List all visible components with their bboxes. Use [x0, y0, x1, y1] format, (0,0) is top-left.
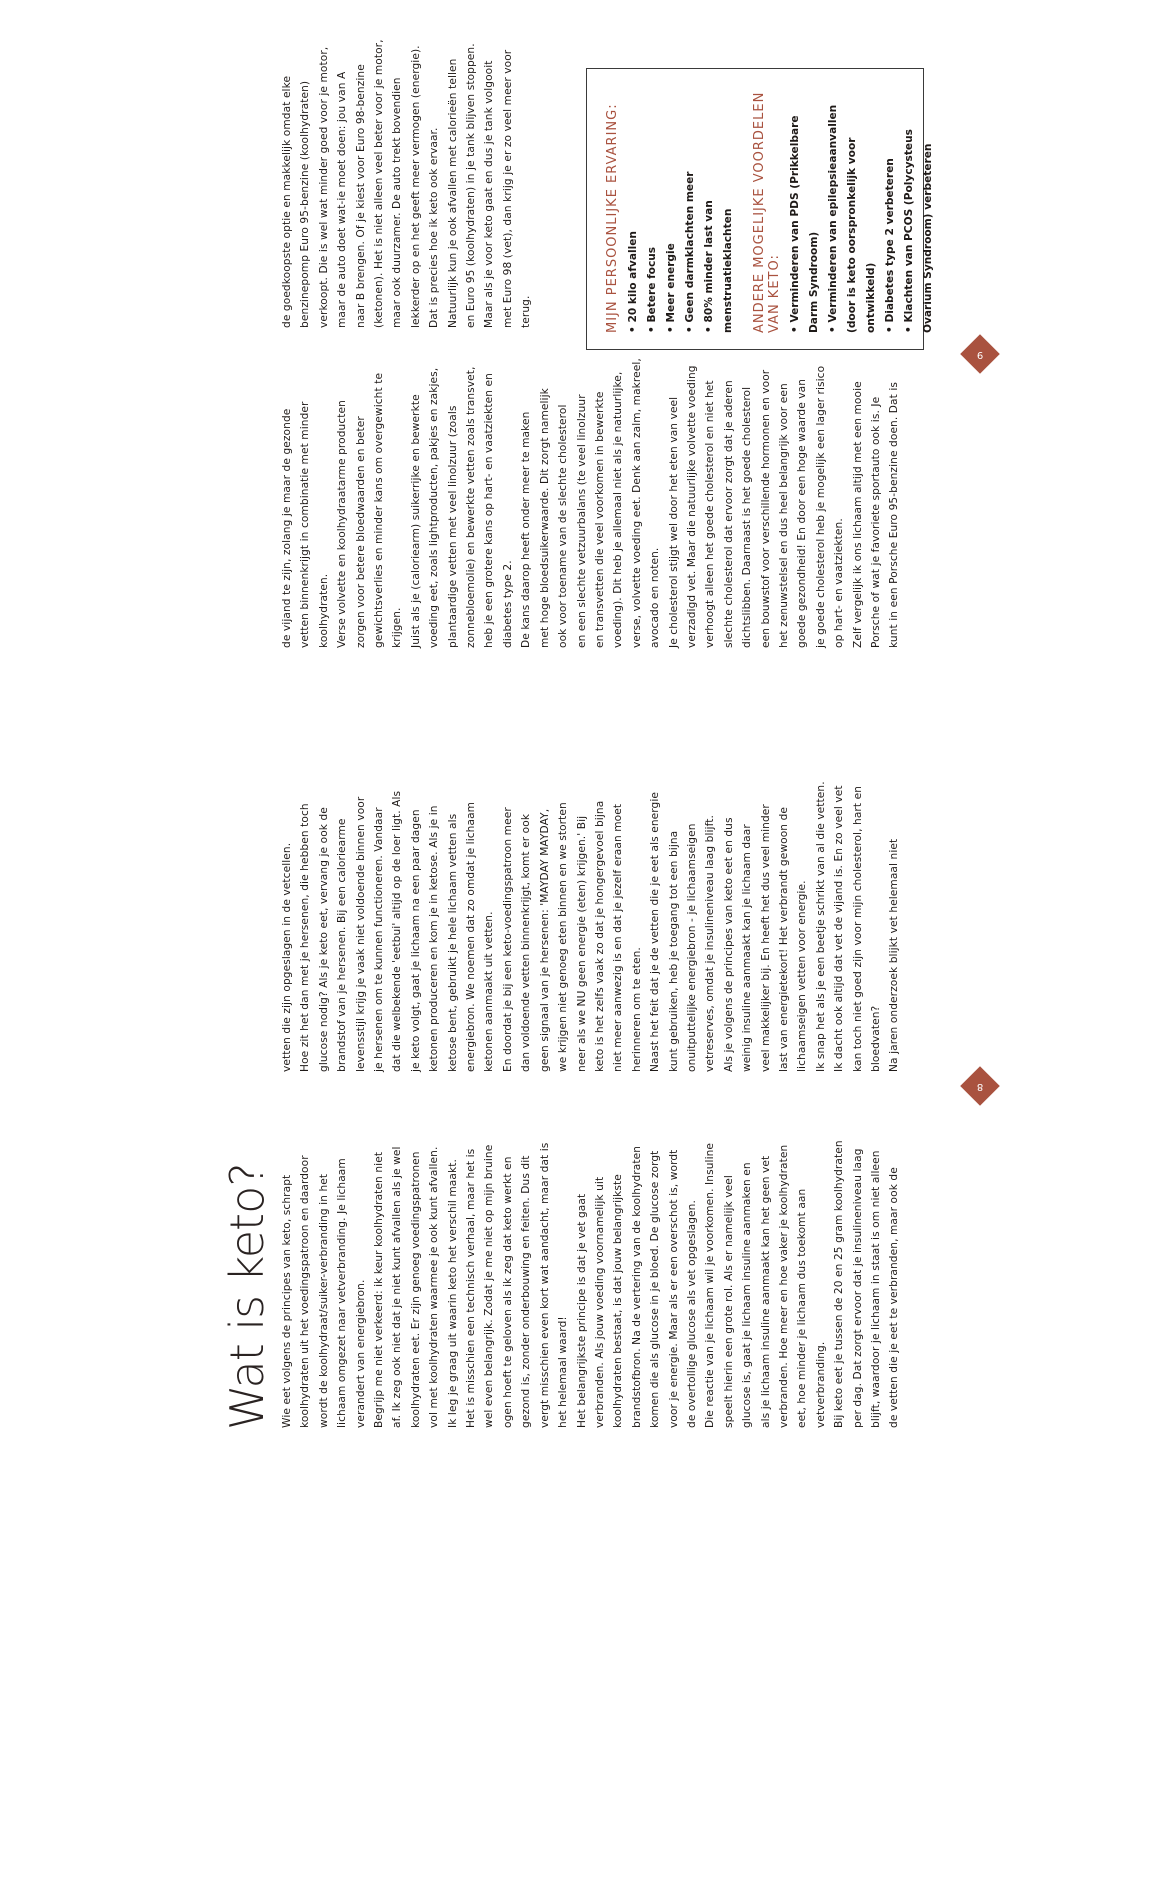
- box-heading-experience: MIJN PERSOONLIJKE ERVARING:: [605, 103, 620, 333]
- text-column-2: de goedkoopste optie en makkelijk omdat elke benzinepomp Euro 95-benzine (koolhydraten) verkoopt. Die is wel wat minder goed voor je motor, maar de auto doet wat-ie moet doen: jou van A naar B brengen. Of je kiest voor Euro 98-benzine (ketonen). Het is niet alleen veel beter voor je motor, maar ook duurzamer. De auto trekt bovendien lekkerder op en het geeft meer vermogen (energie). Dat is precies hoe ik keto ook ervaar. Natuurlijk kun je ook afvallen met calorieën tellen en Euro 95 (koolhydraten) in je tank blijven stoppen. Maar als je voor keto gaat en dus je tank volgooit met Euro 98 (vet), dan krijg je er zo veel meer voor terug.: [281, 39, 533, 328]
- benefits-box: [586, 68, 934, 350]
- page-number: 9: [976, 349, 984, 360]
- list-item: • Verminderen van PDS (Prikkelbare Darm Syndroom): [786, 85, 824, 333]
- page-title: Wat is keto?: [220, 1163, 274, 1430]
- page-9-content: [0, 0, 1159, 720]
- experience-list: [624, 85, 738, 333]
- list-item: • Meer energie: [662, 85, 681, 333]
- page-number: 8: [976, 1081, 984, 1092]
- list-item: • Verminderen van epilepsieaanvallen (door is keto oorspronkelijk voor ontwikkeld): [824, 85, 881, 333]
- page-number-badge: [960, 1066, 1000, 1106]
- text-column-1: de vijand te zijn, zolang je maar de gezonde vetten binnenkrijgt in combinatie met minder koolhydraten. Verse volvette en koolhydraatarme producten zorgen voor betere bloedwaarden en beter gewichtsverlies en minder kans om overgewicht te krijgen. Juist als je (caloriearm) suikerrijke en bewerkte voeding eet, zoals lightproducten, pakjes en zakjes, plantaardige vetten met veel linolzuur (zoals zonnebloemolie) en bewerkte vetten zoals transvet, heb je een grotere kans op hart- en vaatziekten en diabetes type 2. De kans daarop heeft onder meer te maken met hoge bloedsuikerwaarde. Dit zorgt namelijk ook voor toename van de slechte cholesterol en een slechte vetzuurbalans (te veel linolzuur en transvetten die veel voorkomen in bewerkte voeding). Dit heb je allemaal niet als je natuurlijke, verse, volvette voeding eet. Denk aan zalm, makreel, avocado en noten. Je cholesterol stijgt wel door het eten van veel verzadigd vet. Maar die natuurlijke volvette voeding verhoogt alleen het goede cholesterol en niet het slechte cholesterol dat ervoor zorgt dat je aderen dichtslibben. Daarnaast is het goede cholesterol een bouwstof voor verschillende hormonen en voor het zenuwstelsel en dus heel belangrijk voor een goede gezondheid! En door een hoge waarde van je goede cholesterol heb je mogelijk een lager risico op hart- en vaatziekten. Zelf vergelijk ik ons lichaam altijd met een mooie Porsche of wat je favoriete sportauto ook is. Je kunt in een Porsche Euro 95-benzine doen. Dat is: [281, 358, 901, 648]
- list-item: • Klachten van PCOS (Polycysteus Ovarium Syndroom) verbeteren: [900, 85, 938, 333]
- list-item: • 20 kilo afvallen: [624, 85, 643, 333]
- text-column-2: vetten die zijn opgeslagen in de vetcellen. Hoe zit het dan met je hersenen, die hebben toch glucose nodig? Als je keto eet, vervang je ook de brandstof van je hersenen. Bij een caloriearme levensstijl krijg je vaak niet voldoende binnen voor je hersenen om te kunnen functioneren. Vandaar dat die welbekende 'eetbui' altijd op de loer ligt. Als je keto volgt, gaat je lichaam na een paar dagen ketonen produceren en kom je in ketose. Als je in ketose bent, gebruikt je hele lichaam vetten als energiebron. We noemen dat zo omdat je lichaam ketonen aanmaakt uit vetten. En doordat je bij een keto-voedingspatroon meer dan voldoende vetten binnenkrijgt, komt er ook geen signaal van je hersenen: 'MAYDAY MAYDAY, we krijgen niet genoeg eten binnen en we storten neer als we NU geen energie (eten) krijgen.' Bij keto is het zelfs vaak zo dat je hongergevoel bijna niet meer aanwezig is en dat je jezelf eraan moet herinneren om te eten. Naast het feit dat je de vetten die je eet als energie kunt gebruiken, heb je toegang tot een bijna onuitputtelijke energiebron - je lichaamseigen vetreserves, omdat je insulineniveau laag blijft. Als je volgens de principes van keto eet en dus weinig insuline aanmaakt kan je lichaam daar veel makkelijker bij. En heeft het dus veel minder last van energietekort! Het verbrandt gewoon de lichaamseigen vetten voor energie. Ik snap het als je een beetje schrikt van al die vetten. Ik dacht ook altijd dat vet de vijand is. En zo veel vet kan toch niet goed zijn voor mijn cholesterol, hart en bloedvaten? Na jaren onderzoek blijkt vet helemaal niet: [281, 781, 901, 1072]
- benefits-list: [786, 85, 938, 333]
- box-heading-benefits: ANDERE MOGELIJKE VOORDELEN VAN KETO:: [752, 91, 782, 333]
- list-item: • 80% minder last van menstruatieklachten: [700, 85, 738, 333]
- list-item: • Betere focus: [643, 85, 662, 333]
- text-column-1: Wie eet volgens de principes van keto, schrapt koolhydraten uit het voedingspatroon en daardoor wordt de koolhydraat/suiker-verbranding in het lichaam omgezet naar vetverbranding. Je lichaam verandert van energiebron. Begrijp me niet verkeerd: ik keur koolhydraten niet af. Ik zeg ook niet dat je niet kunt afvallen als je wel koolhydraten eet. Er zijn genoeg voedingspatronen vol met koolhydraten waarmee je ook kunt afvallen. Ik leg je graag uit waarin keto het verschil maakt. Het is misschien een technisch verhaal, maar het is wel even belangrijk. Zodat je me niet op mijn bruine ogen hoeft te geloven als ik zeg dat keto werkt en gezond is, zonder onderbouwing en feiten. Dus dit vergt misschien even kort wat aandacht, maar dat is het helemaal waard! Het belangrijkste principe is dat je vet gaat verbranden. Als jouw voeding voornamelijk uit koolhydraten bestaat, is dat jouw belangrijkste brandstofbron. Na de vertering van de koolhydraten komen die als glucose in je bloed. De glucose zorgt voor je energie. Maar als er een overschot is, wordt de overtollige glucose als vet opgeslagen. Die reactie van je lichaam wil je voorkomen. Insuline speelt hierin een grote rol. Als er namelijk veel glucose is, gaat je lichaam insuline aanmaken en als je lichaam insuline aanmaakt kan het geen vet verbranden. Hoe meer en hoe vaker je koolhydraten eet, hoe minder je lichaam dus toekomt aan vetverbranding. Bij keto eet je tussen de 20 en 25 gram koolhydraten per dag. Dat zorgt ervoor dat je insulineniveau laag blijft, waardoor je lichaam in staat is om niet alleen de vetten die je eet te verbranden, maar ook de: [281, 1140, 901, 1428]
- list-item: • Geen darmklachten meer: [681, 85, 700, 333]
- list-item: • Diabetes type 2 verbeteren: [881, 85, 900, 333]
